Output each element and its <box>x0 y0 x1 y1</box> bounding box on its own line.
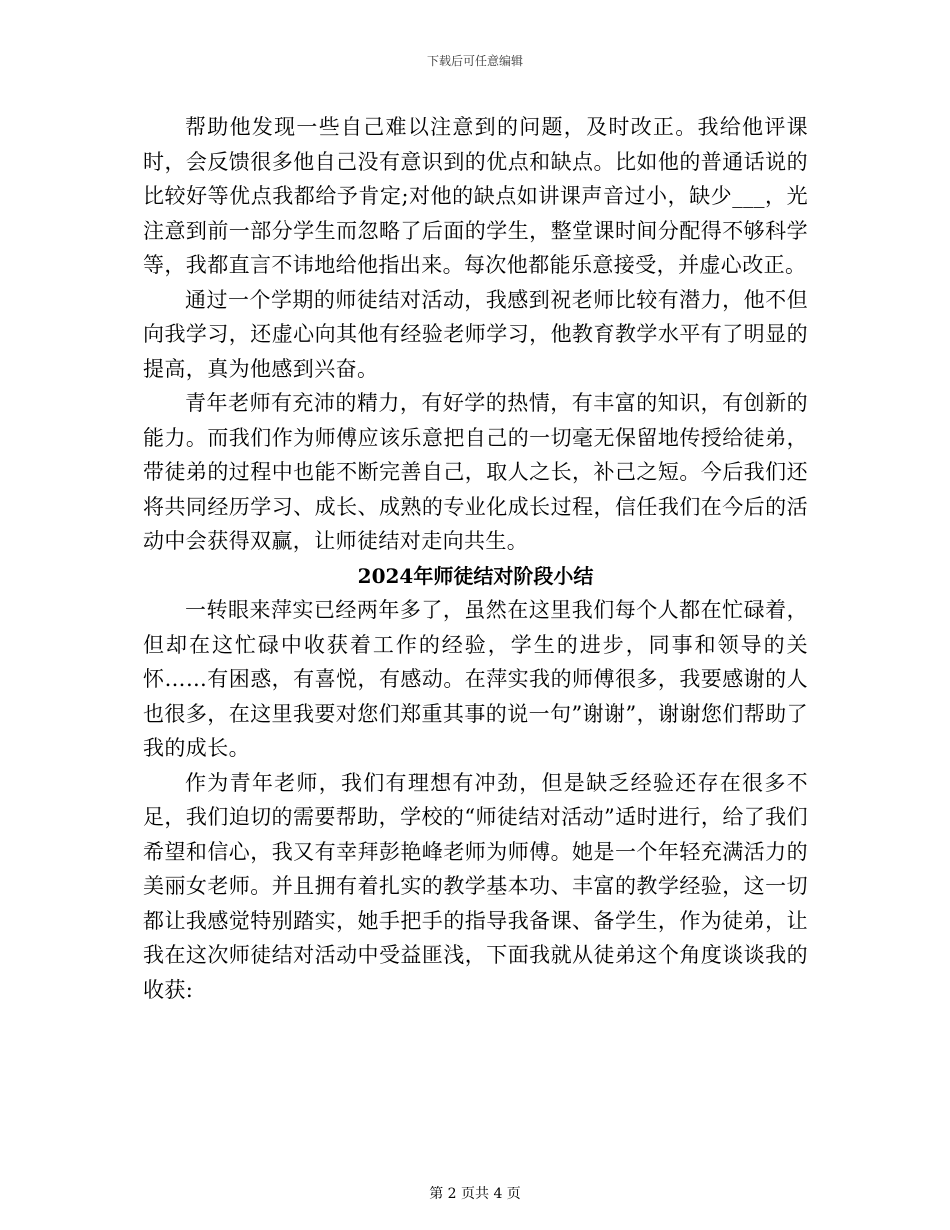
body-paragraph: 通过一个学期的师徒结对活动，我感到祝老师比较有潜力，他不但向我学习，还虚心向其他有经验老师学习，他教育教学水平有了明显的提高，真为他感到兴奋。 <box>143 287 808 381</box>
body-paragraph: 青年老师有充沛的精力，有好学的热情，有丰富的知识，有创新的能力。而我们作为师傅应该乐意把自己的一切毫无保留地传授给徒弟，带徒弟的过程中也能不断完善自己，取人之长，补己之短。今后我们还将共同经历学习、成长、成熟的专业化成长过程，信任我们在今后的活动中会获得双赢，让师徒结对走向共生。 <box>143 391 808 553</box>
section-title: 2024年师徒结对阶段小结 <box>357 563 594 588</box>
page-footer: 第 2 页共 4 页 <box>429 1186 521 1202</box>
body-paragraph: 一转眼来萍实已经两年多了，虽然在这里我们每个人都在忙碌着，但却在这忙碌中收获着工作的经验，学生的进步，同事和领导的关怀……有困惑，有喜悦，有感动。在萍实我的师傅很多，我要感谢的人也很多，在这里我要对您们郑重其事的说一句”谢谢”，谢谢您们帮助了我的成长。 <box>143 598 808 760</box>
document-body <box>143 110 808 1007</box>
page-header: 下载后可任意编辑 <box>426 54 523 68</box>
body-paragraph: 作为青年老师，我们有理想有冲劲，但是缺乏经验还存在很多不足，我们迫切的需要帮助，学校的“师徒结对活动”适时进行，给了我们希望和信心，我又有幸拜彭艳峰老师为师傅。她是一个年轻充满活力的美丽女老师。并且拥有着扎实的教学基本功、丰富的教学经验，这一切都让我感觉特别踏实，她手把手的指导我备课、备学生，作为徒弟，让我在这次师徒结对活动中受益匪浅，下面我就从徒弟这个角度谈谈我的收获: <box>143 770 808 1002</box>
body-paragraph: 帮助他发现一些自己难以注意到的问题，及时改正。我给他评课时，会反馈很多他自己没有意识到的优点和缺点。比如他的普通话说的比较好等优点我都给予肯定;对他的缺点如讲课声音过小，缺少___，光注意到前一部分学生而忽略了后面的学生，整堂课时间分配得不够科学等，我都直言不讳地给他指出来。每次他都能乐意接受，并虚心改正。 <box>143 115 808 277</box>
